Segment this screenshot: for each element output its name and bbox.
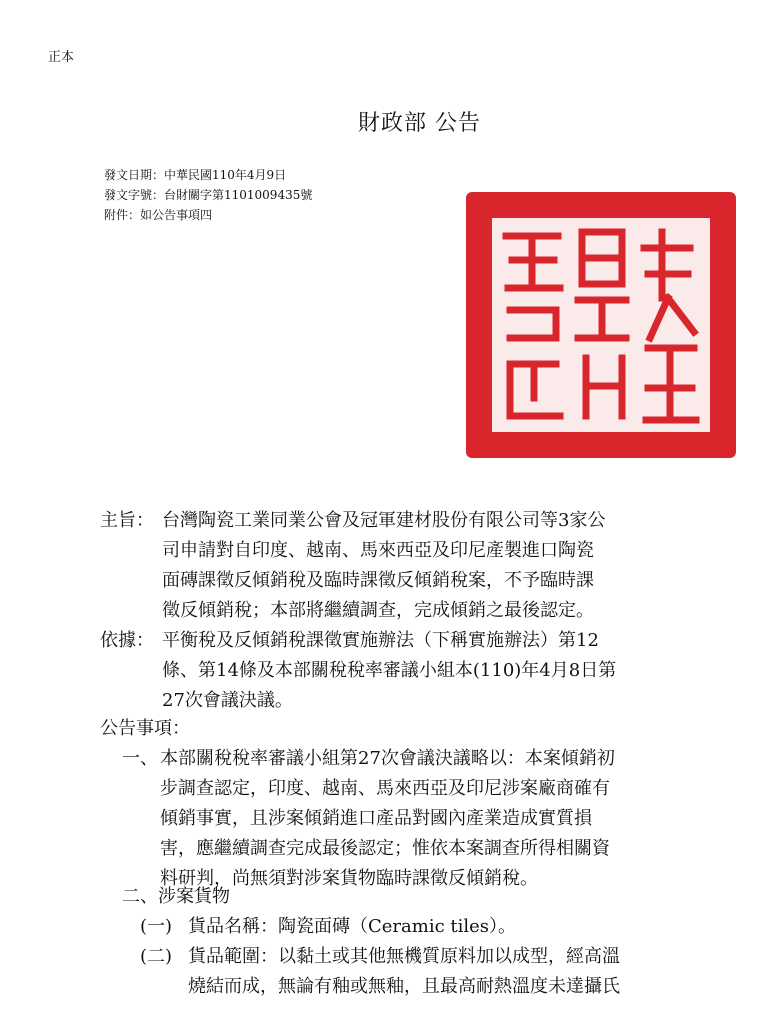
item-2-2-line: 燒結而成，無論有釉或無釉，且最高耐熱溫度未達攝氏	[188, 976, 620, 997]
attachment-note: 附件：如公告事項四	[104, 208, 213, 222]
basis-line: 平衡稅及反傾銷稅課徵實施辦法（下稱實施辦法）第12	[162, 630, 599, 651]
item-1-line: 害，應繼續調查完成最後認定；惟依本案調查所得相關資	[160, 838, 610, 859]
item-1-line: 本部關稅稅率審議小組第27次會議決議略以：本案傾銷初	[160, 748, 615, 769]
item-1-line: 步調查認定，印度、越南、馬來西亞及印尼涉案廠商確有	[160, 778, 610, 799]
subject-line: 台灣陶瓷工業同業公會及冠軍建材股份有限公司等3家公	[162, 510, 606, 531]
subject-line: 司申請對自印度、越南、馬來西亞及印尼產製進口陶瓷	[162, 540, 594, 561]
basis-label: 依據：	[100, 630, 154, 651]
announcement-heading: 公告事項：	[100, 718, 190, 739]
item-1-line: 料研判，尚無須對涉案貨物臨時課徵反傾銷稅。	[160, 868, 538, 889]
official-seal-stamp	[462, 188, 740, 462]
item-2-heading: 二、涉案貨物	[122, 886, 230, 907]
subject-label: 主旨：	[100, 510, 154, 531]
item-2-2-label: (二)	[140, 946, 173, 967]
subject-line: 面磚課徵反傾銷稅及臨時課徵反傾銷稅案，不予臨時課	[162, 570, 594, 591]
basis-line: 條、第14條及本部關稅稅率審議小組本(110)年4月8日第	[162, 660, 617, 681]
item-2-2-line: 貨品範圍：以黏土或其他無機質原料加以成型，經高溫	[188, 946, 620, 967]
item-2-1-label: (一)	[140, 916, 173, 937]
item-1-line: 傾銷事實，且涉案傾銷進口產品對國內產業造成實質損	[160, 808, 592, 829]
item-2-1-text: 貨品名稱：陶瓷面磚（Ceramic tiles）。	[188, 916, 517, 937]
issue-date: 發文日期：中華民國110年4月9日	[104, 168, 287, 182]
document-number: 發文字號：台財關字第1101009435號	[104, 188, 313, 202]
copy-label: 正本	[48, 50, 75, 65]
basis-line: 27次會議決議。	[162, 690, 293, 711]
page-title: 財政部 公告	[358, 111, 481, 136]
subject-line: 徵反傾銷稅；本部將繼續調查，完成傾銷之最後認定。	[162, 600, 594, 621]
item-1-label: 一、	[122, 748, 158, 769]
